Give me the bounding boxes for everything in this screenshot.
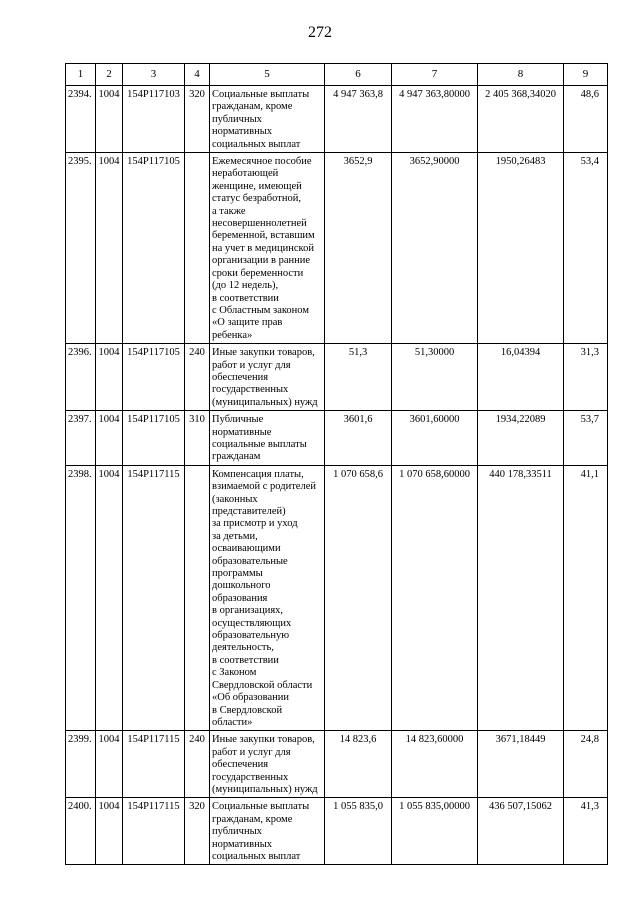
item-name-line: ребенка» (212, 329, 253, 341)
item-name-line: Иные закупки товаров, (212, 347, 315, 359)
amount-col7: 4 947 363,80000 (392, 86, 478, 153)
item-name-line: с Областным законом (212, 304, 309, 316)
target-article-code: 154P117115 (123, 465, 185, 731)
item-name-line: на учет в медицинской (212, 242, 314, 254)
item-name-line: социальные выплаты (212, 438, 307, 450)
item-name-line: несовершеннолетней (212, 218, 307, 230)
page-number: 272 (308, 24, 332, 41)
expense-type-code (185, 153, 210, 344)
amount-col6: 3652,9 (325, 153, 392, 344)
header-cell: 1 (66, 64, 96, 86)
item-name-line: нормативные (212, 426, 272, 438)
item-name-line: беременной, вставшим (212, 230, 315, 242)
amount-col8: 1934,22089 (478, 411, 564, 466)
table-row (66, 153, 608, 344)
amount-col7: 51,30000 (392, 344, 478, 411)
item-name (210, 344, 325, 411)
budget-table (65, 63, 608, 865)
item-name-line: взимаемой с родителей (212, 481, 316, 493)
item-name-line: с Законом (212, 667, 257, 679)
item-name-line: государственных (212, 384, 289, 396)
target-article-code: 154P117103 (123, 86, 185, 153)
item-name (210, 731, 325, 798)
amount-col6: 4 947 363,8 (325, 86, 392, 153)
section-code: 1004 (96, 344, 123, 411)
section-code: 1004 (96, 86, 123, 153)
expense-type-code: 320 (185, 798, 210, 865)
target-article-code: 154P117105 (123, 153, 185, 344)
amount-col6: 1 055 835,0 (325, 798, 392, 865)
header-cell: 5 (210, 64, 325, 86)
item-name-line: Свердловской области (212, 679, 313, 691)
item-name-line: представителей) (212, 506, 286, 517)
item-name-line: в соответствии (212, 654, 279, 666)
item-name-line: гражданам, кроме (212, 813, 293, 825)
item-name-line: Социальные выплаты (212, 89, 310, 100)
item-name-line: образовательные (212, 555, 288, 567)
section-code: 1004 (96, 153, 123, 344)
amount-col6: 3601,6 (325, 411, 392, 466)
item-name-line: сроки беременности (212, 267, 304, 279)
header-row (66, 64, 608, 86)
item-name-line: программы (212, 568, 263, 580)
amount-col8: 1950,26483 (478, 153, 564, 344)
header-cell: 6 (325, 64, 392, 86)
item-name-line: деятельность, (212, 642, 274, 654)
item-name-line: Социальные выплаты (212, 801, 310, 813)
percent-col9: 48,6 (564, 86, 608, 153)
row-number: 2396. (66, 344, 96, 411)
header-cell: 4 (185, 64, 210, 86)
percent-col9: 41,3 (564, 798, 608, 865)
item-name-line: (законных (212, 493, 258, 505)
expense-type-code: 240 (185, 344, 210, 411)
row-number: 2398. (66, 465, 96, 731)
row-number: 2394. (66, 86, 96, 153)
item-name-line: статус безработной, (212, 193, 301, 205)
item-name-line: публичных (212, 826, 262, 838)
item-name-line: организации в ранние (212, 255, 311, 267)
target-article-code: 154P117105 (123, 411, 185, 466)
item-name-line: социальных выплат (212, 850, 301, 862)
item-name-line: в организациях, (212, 605, 284, 617)
item-name-line: в соответствии (212, 292, 279, 304)
item-name-line: за детьми, (212, 530, 258, 542)
item-name-line: «Об образовании (212, 692, 289, 704)
amount-col8: 436 507,15062 (478, 798, 564, 865)
item-name-line: осваивающими (212, 543, 281, 555)
item-name-line: образовательную (212, 630, 290, 642)
table-body (66, 86, 608, 865)
table-row (66, 731, 608, 798)
expense-type-code: 320 (185, 86, 210, 153)
amount-col7: 3652,90000 (392, 153, 478, 344)
item-name-line: обеспечения (212, 371, 269, 383)
item-name-line: области» (212, 716, 253, 728)
section-code: 1004 (96, 465, 123, 731)
header-cell: 9 (564, 64, 608, 86)
expense-type-code: 240 (185, 731, 210, 798)
expense-type-code: 310 (185, 411, 210, 466)
percent-col9: 24,8 (564, 731, 608, 798)
item-name-line: осуществляющих (212, 617, 292, 629)
item-name (210, 153, 325, 344)
table-row (66, 465, 608, 731)
amount-col8: 3671,18449 (478, 731, 564, 798)
item-name-line: за присмотр и уход (212, 518, 298, 530)
target-article-code: 154P117115 (123, 798, 185, 865)
item-name-line: (муниципальных) нужд (212, 396, 318, 408)
amount-col8: 440 178,33511 (478, 465, 564, 731)
item-name-line: обеспечения (212, 759, 269, 771)
row-number: 2400. (66, 798, 96, 865)
item-name-line: государственных (212, 771, 289, 783)
item-name-line: гражданам (212, 451, 261, 463)
amount-col8: 16,04394 (478, 344, 564, 411)
percent-col9: 53,4 (564, 153, 608, 344)
item-name-line: работ и услуг для (212, 359, 291, 371)
item-name (210, 465, 325, 731)
table-row (66, 411, 608, 466)
item-name-line: в Свердловской (212, 704, 283, 716)
item-name (210, 798, 325, 865)
amount-col7: 1 055 835,00000 (392, 798, 478, 865)
row-number: 2397. (66, 411, 96, 466)
section-code: 1004 (96, 798, 123, 865)
amount-col8: 2 405 368,34020 (478, 86, 564, 153)
row-number: 2395. (66, 153, 96, 344)
amount-col7: 3601,60000 (392, 411, 478, 466)
item-name-line: (муниципальных) нужд (212, 783, 318, 795)
header-cell: 7 (392, 64, 478, 86)
item-name-line: публичных (212, 113, 262, 125)
table-row (66, 798, 608, 865)
item-name-line: (до 12 недель), (212, 280, 279, 292)
section-code: 1004 (96, 731, 123, 798)
header-cell: 8 (478, 64, 564, 86)
target-article-code: 154P117105 (123, 344, 185, 411)
percent-col9: 53,7 (564, 411, 608, 466)
table-row (66, 344, 608, 411)
section-code: 1004 (96, 411, 123, 466)
item-name (210, 86, 325, 153)
amount-col6: 51,3 (325, 344, 392, 411)
item-name-line: социальных выплат (212, 138, 301, 150)
header-cell: 2 (96, 64, 123, 86)
item-name-line: образования (212, 592, 268, 604)
item-name-line: «О защите прав (212, 317, 283, 329)
item-name-line: Иные закупки товаров, (212, 734, 315, 746)
item-name-line: дошкольного (212, 580, 271, 592)
item-name-line: а также (212, 205, 246, 217)
percent-col9: 31,3 (564, 344, 608, 411)
item-name-line: Компенсация платы, (212, 468, 304, 480)
item-name-line: гражданам, кроме (212, 101, 293, 113)
expense-type-code (185, 465, 210, 731)
target-article-code: 154P117115 (123, 731, 185, 798)
item-name-line: работ и услуг для (212, 746, 291, 758)
item-name (210, 411, 325, 466)
row-number: 2399. (66, 731, 96, 798)
item-name-line: женщине, имеющей (212, 180, 302, 192)
amount-col7: 1 070 658,60000 (392, 465, 478, 731)
amount-col6: 1 070 658,6 (325, 465, 392, 731)
table-row (66, 86, 608, 153)
amount-col6: 14 823,6 (325, 731, 392, 798)
item-name-line: Ежемесячное пособие (212, 156, 312, 168)
amount-col7: 14 823,60000 (392, 731, 478, 798)
percent-col9: 41,1 (564, 465, 608, 731)
item-name-line: Публичные (212, 414, 264, 426)
header-cell: 3 (123, 64, 185, 86)
item-name-line: нормативных (212, 126, 273, 138)
item-name-line: неработающей (212, 168, 279, 180)
item-name-line: нормативных (212, 838, 273, 850)
